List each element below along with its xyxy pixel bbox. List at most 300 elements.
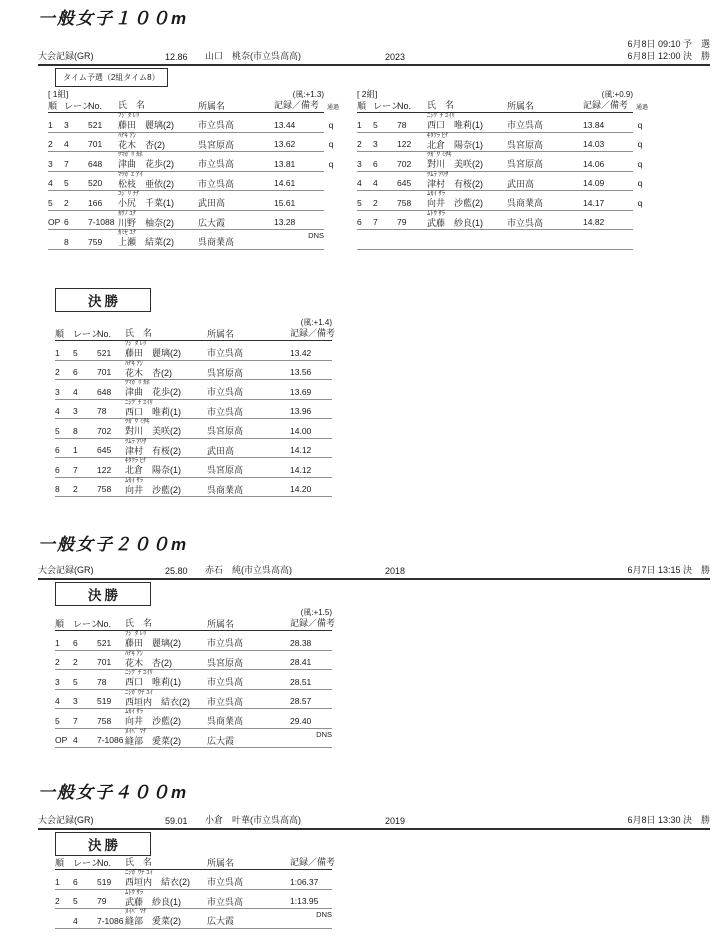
col-header-rank: 順 xyxy=(55,329,65,339)
name-cell xyxy=(427,211,507,230)
record-cell xyxy=(274,152,324,171)
name-cell xyxy=(125,909,207,928)
record-cell xyxy=(583,191,633,210)
mark-value: 13.62 xyxy=(274,139,296,149)
team-cell: 市立呉高 xyxy=(207,677,244,687)
lane-cell: 8 xyxy=(64,236,69,247)
lane-cell: 2 xyxy=(73,484,78,494)
qualifying-rule-note: タイム予選（2組タイム8） xyxy=(55,68,168,87)
record-cell xyxy=(583,133,633,152)
qualify-mark: q xyxy=(637,158,643,169)
lane-cell: 8 xyxy=(73,425,78,436)
team-cell: 呉商業高 xyxy=(198,237,235,247)
name-kana: ﾊﾅｷ ｱﾝ xyxy=(125,649,144,657)
team-cell: 呉宮原高 xyxy=(207,426,244,436)
name-cell xyxy=(125,631,207,650)
bib-cell: 702 xyxy=(397,158,412,169)
col-header-lane: レーン xyxy=(73,619,100,629)
name-kana: ﾂｶﾞﾜ ﾐｻｷ xyxy=(427,151,452,158)
name-kanji: 西垣内 結衣(2) xyxy=(125,696,190,707)
rank-cell: 4 xyxy=(48,178,53,188)
col-header-team: 所属名 xyxy=(507,100,535,111)
name-kanji: 津曲 花歩(2) xyxy=(125,387,181,397)
result-row xyxy=(48,113,339,133)
mark-value: 1:06.37 xyxy=(290,876,319,887)
qualify-mark: q xyxy=(637,197,643,208)
result-row xyxy=(55,478,332,498)
name-kanji: 向井 沙藍(2) xyxy=(427,198,483,208)
lane-cell: 7 xyxy=(64,158,69,169)
name-kana: ﾌｼﾞﾀ ﾚﾘ xyxy=(118,112,140,119)
mark-value: 13.96 xyxy=(290,406,312,416)
name-kanji: 西垣内 結衣(2) xyxy=(125,877,190,887)
rank-cell: 3 xyxy=(48,158,53,169)
result-row xyxy=(55,631,332,651)
lane-cell: 6 xyxy=(64,217,69,227)
mark-value: 28.41 xyxy=(290,657,312,667)
team-cell: 呉商業高 xyxy=(507,198,544,208)
lane-cell: 7 xyxy=(373,217,378,227)
team-cell: 市立呉高 xyxy=(207,348,244,358)
event-title-400m: 一般女子４００m xyxy=(38,783,189,802)
team-cell: 市立呉高 xyxy=(198,159,235,169)
qualify-mark xyxy=(324,191,338,211)
record-cell xyxy=(290,870,332,889)
record-cell xyxy=(290,709,332,728)
bib-cell: 166 xyxy=(88,197,103,208)
result-row xyxy=(55,651,332,671)
mark-value: 13.42 xyxy=(290,347,312,358)
record-label: 大会記録(GR) xyxy=(38,51,94,61)
mark-value: 14.17 xyxy=(583,197,605,208)
col-header-name: 氏 名 xyxy=(125,618,153,628)
section-women-400m xyxy=(0,776,724,945)
name-kanji: 津村 有桜(2) xyxy=(125,445,181,456)
result-row xyxy=(357,191,648,211)
col-header-rank: 順 xyxy=(357,101,367,111)
team-cell: 呉宮原高 xyxy=(507,139,544,150)
name-kanji: 花木 杏(2) xyxy=(125,657,172,668)
name-kanji: 武藤 紗良(1) xyxy=(125,896,181,907)
lane-cell: 2 xyxy=(73,657,78,667)
mark-value: 13.81 xyxy=(274,158,296,169)
qualify-mark: q xyxy=(328,158,334,169)
result-row xyxy=(55,909,332,929)
bib-cell: 758 xyxy=(97,715,112,726)
schedule-final: 6月7日 13:15 決 勝 xyxy=(627,565,710,575)
name-kana: ｶﾜﾉ ﾕﾅ xyxy=(118,209,137,217)
name-cell xyxy=(125,890,207,909)
rank-cell: 2 xyxy=(357,139,362,149)
qualify-mark: q xyxy=(328,139,334,149)
bib-cell: 701 xyxy=(88,139,103,149)
bib-cell: 519 xyxy=(97,876,112,887)
name-cell xyxy=(118,133,198,152)
record-holder: 小倉 叶華(市立呉高高) xyxy=(205,815,301,825)
name-cell xyxy=(125,361,207,380)
lane-cell: 4 xyxy=(73,386,78,397)
mark-value: 13.44 xyxy=(274,119,296,130)
col-header-name: 氏 名 xyxy=(125,328,153,338)
name-kanji: 縫部 愛菜(2) xyxy=(125,735,181,746)
final-rows-200m xyxy=(55,631,332,748)
result-row xyxy=(55,890,332,910)
result-row xyxy=(55,400,332,420)
rank-cell: 6 xyxy=(55,464,60,475)
mark-value: 14.82 xyxy=(583,217,605,227)
name-kana: ﾆｼｸﾞﾁ ﾕｲﾘ xyxy=(125,398,153,406)
rank-cell: 1 xyxy=(55,876,60,887)
name-kana: ﾊﾅｷ ｱﾝ xyxy=(125,359,144,367)
rank-cell: 6 xyxy=(357,217,362,227)
name-kana: ﾊﾅｷ ｱﾝ xyxy=(118,131,137,139)
meet-record-line xyxy=(38,800,710,830)
schedule-final: 6月8日 12:00 決 勝 xyxy=(627,51,710,61)
result-row xyxy=(357,211,648,231)
mark-value: 14.06 xyxy=(583,158,605,169)
lane-cell: 5 xyxy=(64,178,69,188)
bib-cell: 78 xyxy=(97,406,107,416)
name-kanji: 武藤 紗良(1) xyxy=(427,217,483,228)
lane-cell: 5 xyxy=(73,896,78,906)
qualify-mark: q xyxy=(637,178,643,188)
result-row xyxy=(55,458,332,478)
schedule-heats: 6月8日 09:10 予 選 xyxy=(627,39,710,49)
col-header-team: 所属名 xyxy=(207,328,235,339)
record-year: 2023 xyxy=(385,52,406,62)
name-kanji: 津村 有桜(2) xyxy=(427,178,483,189)
bib-cell: 521 xyxy=(97,347,112,358)
bib-cell: 758 xyxy=(97,484,112,494)
result-row xyxy=(55,729,332,749)
col-header-team: 所属名 xyxy=(198,100,226,111)
name-kanji: 川野 柚奈(2) xyxy=(118,217,174,228)
rank-cell: 1 xyxy=(48,119,53,130)
col-header-name: 氏 名 xyxy=(125,857,153,867)
team-cell: 市立呉高 xyxy=(207,638,244,648)
name-kanji: 小尻 千菜(1) xyxy=(118,198,174,208)
lane-cell: 3 xyxy=(373,139,378,149)
team-cell: 呉商業高 xyxy=(207,484,244,495)
rank-cell: 2 xyxy=(55,896,60,906)
name-kana: ｷﾀｸﾗ ﾋﾅ xyxy=(125,457,147,464)
team-cell: 呉宮原高 xyxy=(198,139,235,150)
name-kanji: 津曲 花歩(2) xyxy=(118,159,174,169)
col-header-rank: 順 xyxy=(55,619,65,629)
rank-cell: 3 xyxy=(55,386,60,397)
col-header-team: 所属名 xyxy=(207,618,235,629)
final-round-box: 決勝 xyxy=(55,582,151,606)
name-kana: ｷﾀｸﾗ ﾋﾅ xyxy=(427,131,449,139)
name-kana: ﾑｶｲ ｻﾗ xyxy=(125,708,144,715)
name-kanji: 北倉 陽奈(1) xyxy=(427,139,483,150)
col-header-record: 記録／備考 xyxy=(290,618,336,628)
col-header-rank: 順 xyxy=(55,858,65,868)
lane-cell: 4 xyxy=(373,178,378,188)
name-cell xyxy=(125,670,207,689)
name-cell xyxy=(125,439,207,458)
name-cell xyxy=(125,651,207,670)
result-row xyxy=(55,670,332,690)
qualify-mark: q xyxy=(637,119,643,130)
heat-2-rows xyxy=(357,113,648,250)
rank-cell xyxy=(48,247,64,249)
record-cell xyxy=(583,172,633,191)
mark-value: 15.61 xyxy=(274,197,296,208)
result-row xyxy=(357,113,648,133)
mark-value: 28.57 xyxy=(290,696,312,706)
col-header-record: 記録／備考 xyxy=(274,100,320,110)
name-kanji xyxy=(427,248,507,249)
final-rows-100m xyxy=(55,341,332,497)
result-row xyxy=(55,419,332,439)
name-cell xyxy=(125,729,207,748)
team-cell: 広大霞 xyxy=(207,916,235,926)
team-cell: 呉商業高 xyxy=(207,716,244,726)
col-header-no: No. xyxy=(97,858,112,868)
col-header-no: No. xyxy=(97,329,112,339)
team-cell: 武田高 xyxy=(507,178,535,189)
mark-value: 14.12 xyxy=(290,445,312,455)
col-header-record: 記録／備考 xyxy=(583,100,629,110)
name-kana: ﾆｼｸﾞﾁ ﾕｲﾘ xyxy=(125,669,153,676)
lane-cell: 4 xyxy=(64,139,69,149)
bib-cell: 122 xyxy=(97,464,112,475)
col-header-record: 記録／備考 xyxy=(290,328,336,338)
lane-cell: 7 xyxy=(73,464,78,475)
bib-cell: 648 xyxy=(97,386,112,397)
name-kanji: 西口 唯莉(1) xyxy=(427,120,483,130)
record-cell xyxy=(290,729,332,748)
name-cell xyxy=(118,113,198,132)
rank-cell: 2 xyxy=(55,657,60,667)
section-women-200m xyxy=(0,528,724,776)
col-header-lane: レーン xyxy=(73,329,100,339)
team-cell: 武田高 xyxy=(207,445,235,456)
result-row xyxy=(55,361,332,381)
result-row xyxy=(48,230,339,250)
qualify-mark: q xyxy=(637,139,643,149)
name-kanji: 對川 美咲(2) xyxy=(427,159,483,169)
mark-value: 28.38 xyxy=(290,637,312,648)
record-cell xyxy=(290,458,332,477)
mark-value: 14.61 xyxy=(274,178,296,188)
lane-cell: 6 xyxy=(373,158,378,169)
final-round-box: 決勝 xyxy=(55,288,151,312)
col-header-record: 記録／備考 xyxy=(290,857,336,867)
team-cell: 広大霞 xyxy=(198,217,226,228)
name-kana: ﾂﾑﾗ ｱﾘｻ xyxy=(427,170,449,178)
bib-cell: 702 xyxy=(97,425,112,436)
bib-cell: 521 xyxy=(97,637,112,648)
rank-cell: 8 xyxy=(55,484,60,494)
team-cell: 市立呉高 xyxy=(198,120,235,130)
record-cell xyxy=(290,651,332,670)
record-cell xyxy=(290,631,332,650)
record-cell xyxy=(274,113,324,132)
name-cell xyxy=(118,172,198,191)
name-cell xyxy=(125,709,207,728)
name-kana: ﾆｼｶﾞｳﾁ ﾕｲ xyxy=(125,688,153,696)
record-cell xyxy=(274,133,324,152)
name-cell xyxy=(125,341,207,360)
schedule-final: 6月8日 13:30 決 勝 xyxy=(627,815,710,825)
result-row xyxy=(55,690,332,710)
col-header-qualify: 通過 xyxy=(327,105,340,111)
bib-cell: 701 xyxy=(97,367,112,377)
rank-cell: 2 xyxy=(55,367,60,377)
lane-cell xyxy=(373,247,397,249)
bib-cell: 758 xyxy=(397,197,412,208)
name-kana: ﾑﾄｳ ｻﾗ xyxy=(427,209,446,217)
lane-cell: 6 xyxy=(73,637,78,648)
mark-value: 14.00 xyxy=(290,425,312,436)
lane-cell: 4 xyxy=(73,735,78,745)
col-header-lane: レーン xyxy=(73,858,100,868)
result-row xyxy=(48,133,339,153)
bib-cell: 519 xyxy=(97,696,112,706)
record-label: 大会記録(GR) xyxy=(38,565,94,575)
name-cell xyxy=(118,152,198,171)
name-kanji: 西口 唯莉(1) xyxy=(125,406,181,417)
record-cell xyxy=(583,211,633,230)
col-header-name: 氏 名 xyxy=(427,100,455,110)
record-cell xyxy=(290,400,332,419)
bib-cell: 7-1086 xyxy=(97,735,124,745)
name-kana: ﾑｶｲ ｻﾗ xyxy=(427,190,446,197)
col-header-no: No. xyxy=(97,619,112,629)
heat-label: [ 2組] xyxy=(357,89,378,99)
team-cell: 市立呉高 xyxy=(507,217,544,228)
name-cell xyxy=(427,152,507,171)
name-kanji: 上瀬 結菜(2) xyxy=(118,237,174,247)
mark-value: 13.28 xyxy=(274,217,296,227)
team-cell: 広大霞 xyxy=(207,735,235,746)
mark-value: 13.84 xyxy=(583,119,605,130)
col-header-no: No. xyxy=(88,101,103,111)
name-cell xyxy=(118,230,198,249)
record-cell xyxy=(290,909,332,928)
qualify-mark xyxy=(633,211,647,231)
final-table-400m xyxy=(55,857,336,929)
rank-cell: 4 xyxy=(357,178,362,188)
mark-value: 29.40 xyxy=(290,715,312,726)
result-row xyxy=(357,133,648,153)
name-kanji: 花木 杏(2) xyxy=(125,367,172,378)
team-cell: 市立呉高 xyxy=(207,696,244,707)
meet-record-line xyxy=(38,550,710,580)
name-kana: ﾌｼﾞﾀ ﾚﾘ xyxy=(125,630,147,637)
rank-cell xyxy=(55,926,73,928)
mark-value: 1:13.95 xyxy=(290,896,319,906)
record-label: 大会記録(GR) xyxy=(38,815,94,825)
col-header-no: No. xyxy=(397,101,412,111)
result-row xyxy=(55,870,332,890)
result-row xyxy=(55,439,332,459)
name-kanji: 花木 杏(2) xyxy=(118,139,165,150)
rank-cell: 3 xyxy=(55,676,60,687)
record-cell xyxy=(274,211,324,230)
name-kanji: 縫部 愛菜(2) xyxy=(125,916,181,926)
team-cell: 市立呉高 xyxy=(207,406,244,417)
record-cell xyxy=(583,113,633,132)
name-kanji: 向井 沙藍(2) xyxy=(125,716,181,726)
name-cell xyxy=(125,419,207,438)
rank-cell: OP xyxy=(55,735,68,745)
rank-cell: 5 xyxy=(55,715,60,726)
bib-cell: 79 xyxy=(397,217,407,227)
team-cell: 市立呉高 xyxy=(207,877,244,887)
event-title-100m: 一般女子１００m xyxy=(38,9,189,28)
lane-cell: 7 xyxy=(73,715,78,726)
name-kana: ｺｼﾞﾘ ﾁﾅ xyxy=(118,190,140,197)
bib-cell: 648 xyxy=(88,158,103,169)
result-row xyxy=(357,152,648,172)
col-header-rank: 順 xyxy=(48,101,58,111)
bib-cell: 521 xyxy=(88,119,103,130)
result-row xyxy=(55,709,332,729)
record-cell xyxy=(583,152,633,171)
rank-cell: 6 xyxy=(55,445,60,455)
wind-label: (風:+1.3) xyxy=(292,90,324,99)
qualify-mark: q xyxy=(328,119,334,130)
name-cell xyxy=(125,458,207,477)
col-header-qualify: 通過 xyxy=(636,105,649,111)
record-year: 2019 xyxy=(385,816,406,826)
record-cell xyxy=(290,890,332,909)
rank-cell: 1 xyxy=(357,119,362,130)
result-row xyxy=(55,341,332,361)
record-cell xyxy=(290,670,332,689)
record-holder: 赤石 純(市立呉高高) xyxy=(205,565,292,575)
record-cell xyxy=(290,361,332,380)
lane-cell: 3 xyxy=(73,406,78,416)
rank-cell: 4 xyxy=(55,696,60,706)
rank-cell: 5 xyxy=(357,197,362,208)
rank-cell: 5 xyxy=(55,425,60,436)
bib-cell: 520 xyxy=(88,178,103,188)
name-kana: ﾆｼｸﾞﾁ ﾕｲﾘ xyxy=(427,112,455,119)
lane-cell: 2 xyxy=(373,197,378,208)
record-cell xyxy=(274,230,324,249)
team-cell: 武田高 xyxy=(198,198,226,208)
bib-cell: 7-1086 xyxy=(97,915,124,926)
record-holder: 山口 桃奈(市立呉高高) xyxy=(205,51,301,61)
name-kanji: 藤田 麗璃(2) xyxy=(125,638,181,648)
result-row xyxy=(357,230,648,250)
mark-value: 14.12 xyxy=(290,464,312,475)
record-cell xyxy=(290,439,332,458)
name-kanji: 向井 沙藍(2) xyxy=(125,484,181,495)
name-kanji: 西口 唯莉(1) xyxy=(125,677,181,687)
bib-cell: 78 xyxy=(397,119,407,130)
rank-cell: 1 xyxy=(55,347,60,358)
record-year: 2018 xyxy=(385,566,406,576)
name-cell xyxy=(427,133,507,152)
name-kanji: 對川 美咲(2) xyxy=(125,426,181,436)
record-value: 12.86 xyxy=(165,52,188,62)
mark-value: 13.56 xyxy=(290,367,312,377)
name-cell xyxy=(125,400,207,419)
rank-cell: 3 xyxy=(357,158,362,169)
status-note: DNS xyxy=(316,910,332,919)
bib-cell: 78 xyxy=(97,676,107,687)
bib-cell: 7-1088 xyxy=(88,217,115,227)
name-kana: ﾂﾏｶﾞﾘ ｶﾎ xyxy=(125,379,150,386)
lane-cell: 4 xyxy=(73,915,78,926)
result-row xyxy=(48,172,339,192)
heat-1-rows xyxy=(48,113,339,250)
